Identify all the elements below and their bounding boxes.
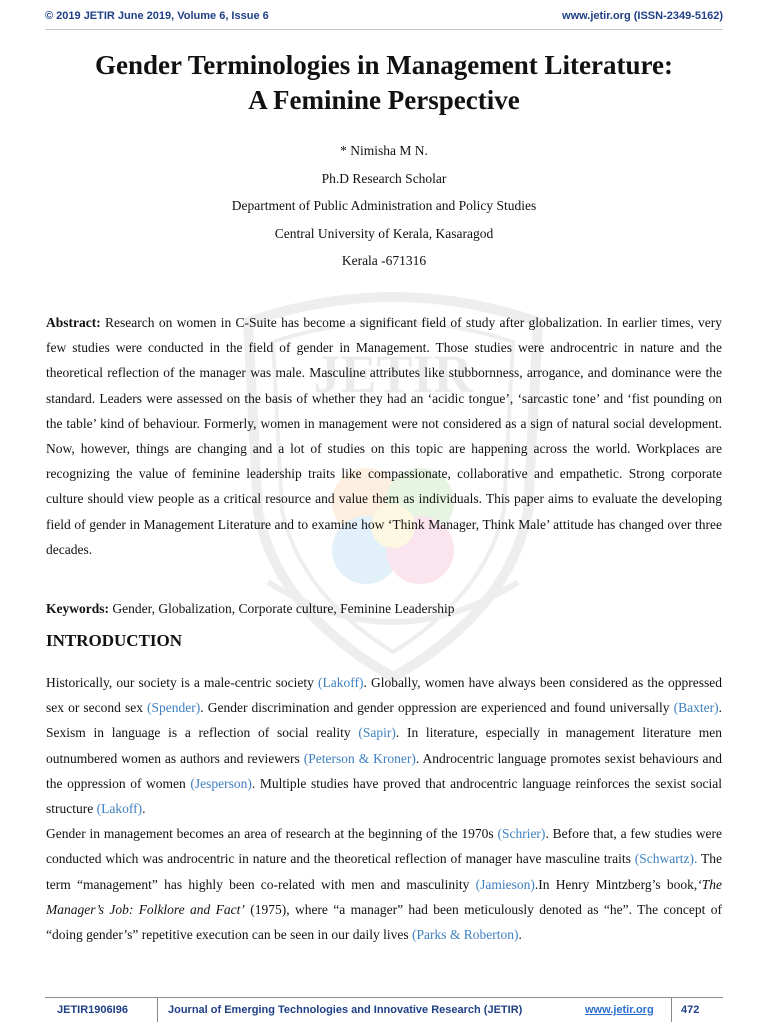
keywords — [46, 596, 722, 621]
watermark-text: JETIR — [313, 344, 473, 404]
paragraph-text: The term “management” has highly been co-related with men and masculinity — [46, 851, 722, 892]
header-journal-issue: © 2019 JETIR June 2019, Volume 6, Issue 6 — [45, 10, 269, 22]
citation-link[interactable]: (Jesperson) — [190, 775, 252, 791]
citation-link[interactable]: (Lakoff) — [317, 675, 364, 690]
section-heading-introduction: INTRODUCTION — [46, 631, 183, 650]
citation-link[interactable]: (Jamieson) — [475, 876, 535, 892]
author-location: Kerala -671316 — [341, 253, 427, 268]
citation-link[interactable]: (Peterson & Kroner) — [303, 750, 416, 766]
keywords-text: Gender, Globalization, Corporate culture, Feminine Leadership — [109, 601, 455, 616]
citation-link[interactable]: (Lakoff) — [96, 801, 143, 817]
footer-divider — [157, 998, 158, 1022]
author-name: * Nimisha M N. — [340, 143, 428, 158]
paragraph-text: . Gender discrimination and gender oppression are experienced and found universally — [200, 700, 674, 716]
footer-journal-name: Journal of Emerging Technologies and Innovative Research (JETIR) — [168, 1004, 523, 1016]
abstract-label: Abstract: — [46, 315, 101, 330]
citation-link[interactable]: (Baxter) — [673, 700, 719, 716]
header-website-issn: www.jetir.org (ISSN-2349-5162) — [562, 10, 723, 22]
citation-link[interactable]: (Sapir) — [358, 725, 396, 741]
book-title: ‘The Manager’s Job: Folklore and Fact’ — [46, 876, 722, 917]
paragraph-text: . Androcentric language promotes sexist behaviours and the oppression of women — [46, 750, 722, 791]
author-university: Central University of Kerala, Kasaragod — [274, 225, 494, 241]
header-rule — [45, 29, 723, 30]
paper-title — [30, 48, 738, 118]
abstract — [46, 310, 722, 562]
footer-divider — [671, 998, 672, 1022]
paragraph-text: Historically, our society is a male-centric society — [46, 675, 318, 690]
paragraph-text: .In Henry Mintzberg’s book, — [534, 876, 698, 892]
introduction-body — [46, 670, 722, 947]
citation-link[interactable]: (Spender) — [147, 700, 201, 716]
intro-paragraph-2 — [46, 821, 722, 947]
footer-website-link[interactable]: www.jetir.org — [585, 1004, 654, 1016]
citation-link[interactable]: (Parks & Roberton) — [412, 927, 519, 943]
paragraph-text: . — [518, 927, 522, 943]
title-line-2: A Feminine Perspective — [248, 85, 520, 115]
author-block — [0, 137, 768, 275]
abstract-text: Research on women in C-Suite has become a significant field of study after globalization. In earlier times, very few studies were conducted in the field of gender in Management. Those studies were androcentric in nature and the theoretical reflection of the manager was male. Masculine attributes like stubbornness, arrogance, and dominance were the standard. Leaders were assessed on the basis of whether they had an ‘acidic tongue’, ‘sarcastic tone’ and ‘fist pounding on the table’ kind of behaviour. Formerly, women in management were not considered as a sign of natural social development. Now, however, things are changing and a lot of studies on this topic are happening across the world. Workplaces are recognizing the value of feminine leadership traits like compassionate, collaborative and empathetic. Strong corporate culture should view people as a critical resource and value them as individuals. This paper aims to evaluate the developing field of gender in Management Literature and to examine how ‘Think Manager, Think Male’ attitude has changed over three decades. — [46, 315, 722, 557]
paragraph-text: . — [142, 801, 146, 817]
author-department: Department of Public Administration and Policy Studies — [231, 198, 537, 213]
paragraph-text: . Globally, women have always been considered as the oppressed sex or second sex — [46, 675, 722, 716]
title-line-1: Gender Terminologies in Management Literature: — [95, 50, 673, 80]
citation-link[interactable]: (Schwartz). — [634, 851, 698, 867]
page-footer — [45, 997, 723, 1022]
intro-paragraph-1 — [46, 670, 722, 821]
footer-paper-code: JETIR1906I96 — [57, 1004, 128, 1016]
keywords-label: Keywords: — [46, 601, 109, 616]
paragraph-text: . Before that, a few studies were conducted which was androcentric in nature and the theoretical reflection of manager have masculine traits — [46, 826, 722, 867]
paragraph-text: . In literature, especially in management literature men outnumbered women as authors and reviewers — [46, 725, 722, 766]
paragraph-text: (1975), where “a manager” had been meticulously denoted as “he”. The concept of “doing gender’s” repetitive execution can be seen in our daily lives — [46, 901, 722, 943]
running-header — [0, 0, 768, 30]
paragraph-text: . Sexism in language is a reflection of social reality — [46, 700, 722, 741]
author-role: Ph.D Research Scholar — [321, 170, 447, 186]
citation-link[interactable]: (Schrier) — [497, 826, 546, 842]
paragraph-text: Gender in management becomes an area of research at the beginning of the 1970s — [46, 826, 498, 842]
footer-page-number: 472 — [681, 1004, 700, 1016]
paragraph-text: . Multiple studies have proved that androcentric language reinforces the sexist social structure — [46, 775, 722, 817]
